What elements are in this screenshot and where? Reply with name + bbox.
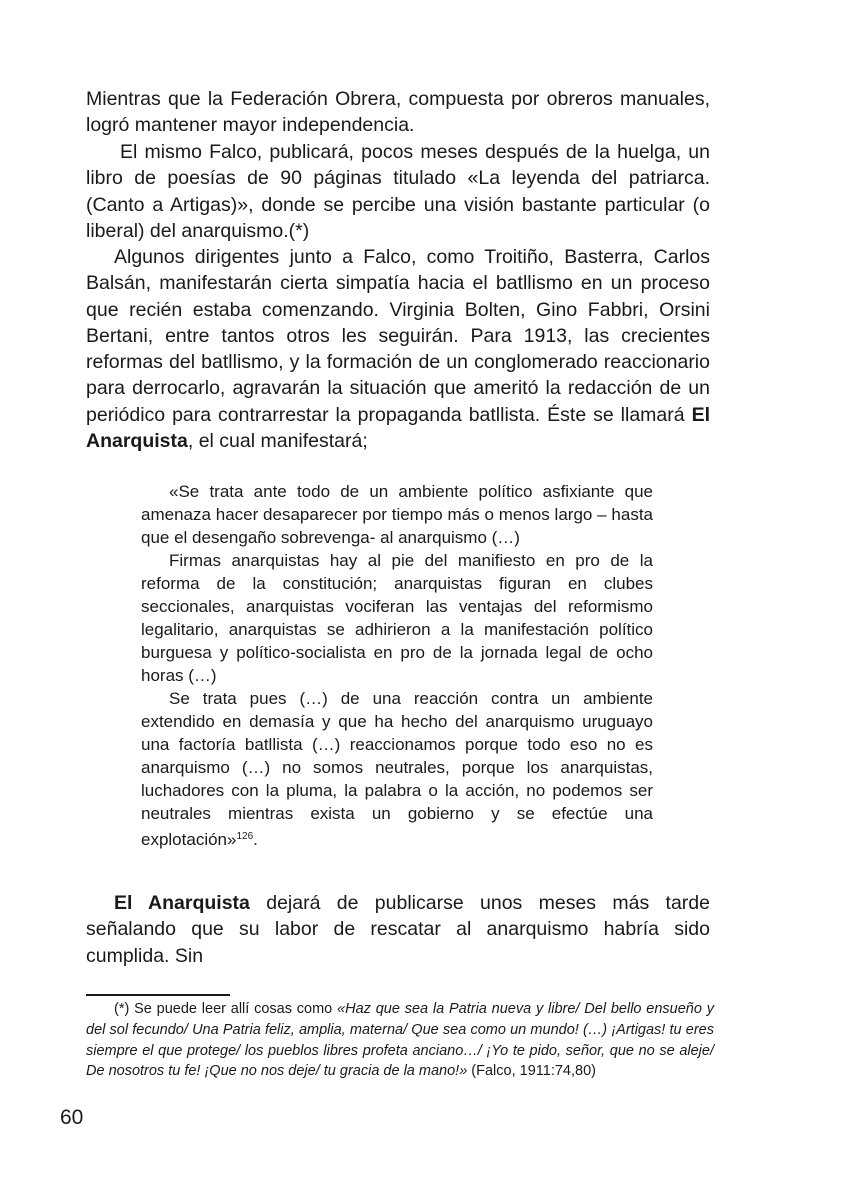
quote-paragraph-1: [141, 480, 653, 549]
paragraph-3-tail: , el cual manifestará;: [187, 430, 368, 453]
footnote-reference: 126: [236, 831, 254, 842]
paragraph-1: [86, 86, 710, 139]
paragraph-3: [86, 244, 710, 454]
paragraph-4-text: dejará de publicarse unos meses más tarde señalando que su labor de rescatar al anarquismo habría sido cumplida. Sin: [86, 892, 710, 967]
quote-text-2: Firmas anarquistas hay al pie del manifiesto en pro de la reforma de la constitución; anarquistas figuran en clubes seccionales, anarquistas vociferan las ventajas del reformismo legalitario, anarquistas se adhirieron a la manifestación político burguesa y político-socialista en pro de la jornada legal de ocho horas (…): [141, 551, 653, 685]
newspaper-title: El Anarquista: [86, 403, 710, 453]
quote-text-1: «Se trata ante todo de un ambiente político asfixiante que amenaza hacer desaparecer por tiempo más o menos largo – hasta que el desengaño sobrevenga- al anarquismo (…): [141, 482, 653, 547]
quote-paragraph-2: [141, 549, 653, 687]
quote-paragraph-3: [141, 687, 653, 851]
footnote: [86, 999, 714, 1082]
footnote-divider: [86, 994, 230, 996]
footnote-poem: «Haz que sea la Patria nueva y libre/ Del bello ensueño y del sol fecundo/ Una Patria feliz, amplia, materna/ Que sea como un mundo! (…) ¡Artigas! tu eres siempre el que protege/ los pueblos libres profeta anciano…/ ¡Yo te pido, señor, que no se aleje/ De nosotros tu fe! ¡Que no nos deje/ tu gracia de la mano!»: [86, 1001, 714, 1080]
footnote-lead: (*) Se puede leer allí cosas como: [114, 1001, 333, 1017]
quote-end: .: [253, 830, 258, 849]
paragraph-3-text: Algunos dirigentes junto a Falco, como Troitiño, Basterra, Carlos Balsán, manifestarán cierta simpatía hacia el batllismo en un proceso que recién estaba comenzando. Virginia Bolten, Gino Fabbri, Orsini Bertani, entre tantos otros les seguirán. Para 1913, las crecientes reformas del batllismo, y la formación de un conglomerado reaccionario para derrocarlo, agravarán la situación que ameritó la redacción de un periódico para contrarrestar la propaganda batllista. Éste se llamará: [86, 246, 710, 426]
paragraph-2-text: El mismo Falco, publicará, pocos meses después de la huelga, un libro de poesías de 90 páginas titulado «La leyenda del patriarca. (Canto a Artigas)», donde se percibe una visión bastante particular (o liberal) del anarquismo.(*): [86, 141, 710, 242]
footnote-citation: (Falco, 1911:74,80): [471, 1063, 596, 1080]
block-quote: [141, 480, 653, 851]
quote-text-3: Se trata pues (…) de una reacción contra un ambiente extendido en demasía y que ha hecho del anarquismo uruguayo una factoría batllista (…) reaccionamos porque todo eso no es anarquismo (…) no somos neutrales, porque los anarquistas, luchadores con la pluma, la palabra o la acción, no podemos ser neutrales mientras exista un gobierno y se efectúe una explotación»: [141, 689, 653, 849]
page-number: 60: [60, 1106, 84, 1129]
paragraph-1-text: Mientras que la Federación Obrera, compuesta por obreros manuales, logró mantener mayor independencia.: [86, 88, 710, 137]
paragraph-4: [86, 890, 710, 969]
paragraph-2: [86, 139, 710, 244]
newspaper-title-2: El Anarquista: [114, 892, 250, 914]
